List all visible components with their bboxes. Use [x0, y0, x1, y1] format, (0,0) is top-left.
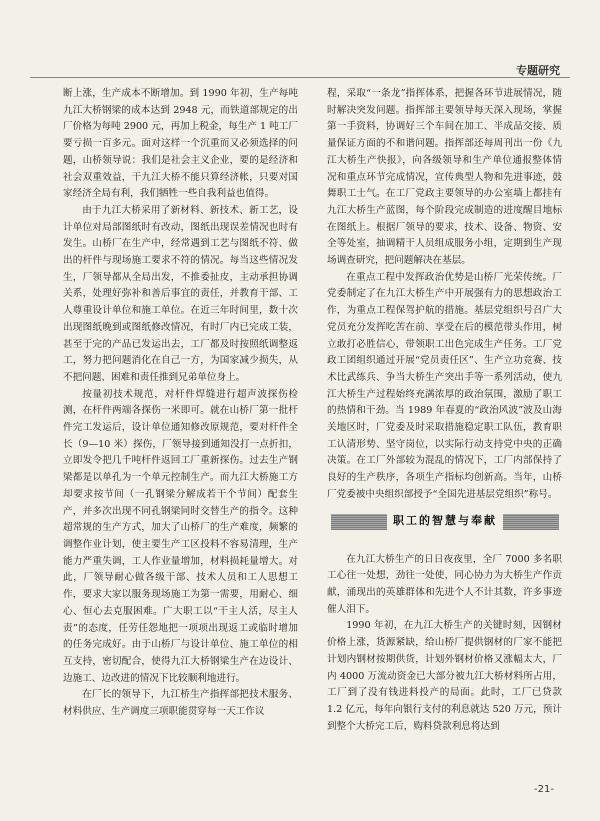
left-column	[63, 86, 298, 721]
page-header	[0, 0, 600, 78]
paragraph: 按量初技术规范，对杆件焊缝进行超声波探伤检测，在杆件两端各探伤一米即可。就在山桥厂第一批杆件完工发运后，设计单位通知修改原规范，要对杆件全长（9—10 米）探伤，厂领导接到通知没打一点折扣，立即发令把几千吨杆件返回工厂重新探伤。过去生产钢梁都是以单孔为一个单元控制生产。而九江大桥施工方却要求按节间（一孔钢梁分解成若干个节间）配套生产，并多次出现不同孔钢梁同时交替生产的指令。这种超常规的生产方式，加大了山桥厂的生产难度，频繁的调整作业计划，使主要生产工区投料不容易清理，生产能力严重失调，工人作业量增加，材料损耗量增大。对此，厂领导耐心做各级干部、技术人员和工人思想工作，要求大家以服务现场施工为第一需要，用耐心、细心、恒心去克服困难。广大职工以“干主人活，尽主人责”的态度，任劳任怨地把一项项出现返工或临时增加的任务完成好。由于山桥厂与设计单位、施工单位的相互支持，密切配合，使得九江大桥钢梁生产在边设计、边施工、边改进的情况下比较顺利地进行。	[63, 388, 298, 684]
section-heading: 职工的智慧与奉献	[387, 513, 503, 530]
header-rule	[30, 77, 570, 78]
paragraph: 由于九江大桥采用了新材料、新技术、新工艺，设计单位对局部图纸时有改动，图纸出现误差情况也时有发生。山桥厂在生产中，经常遇到工艺与图纸不符、做出的杆件与现场施工要求不符的情况。每当这些情况发生，厂领导都从全局出发，不推委扯皮，主动承担协调关系，处理好弥补和善后事宜的责任，并教育干部、工人尊重设计单位和施工单位。在近三年时间里，数十次出现图纸晚到或图纸修改情况，有时厂内已完成工装，甚至于完的产品已发运出去，工厂都及时按照纸调整返工，努力把问题消化在自己一方，为国家减少损失，从不把问题、困难和责任推到兄弟单位身上。	[63, 204, 298, 383]
paragraph: 1990 年初，在九江大桥生产的关键时刻，因钢材价格上涨，货源紧缺，给山桥厂提供钢材的厂家不能把计划内钢材按期供货，计划外钢材价格又涨幅太大，厂内 4000 万流动资金已大部分被九江大桥材料所占用，工厂到了没有钱进料投产的局面。此时，工厂已贷款 1.2 亿元，每年向银行支付的利息就达 520 万元，预计到整个大桥完工后，购料贷款利息将达到	[327, 620, 562, 732]
section-header-title: 专题研究	[516, 64, 560, 77]
paragraph: 断上涨，生产成本不断增加。到 1990 年初，生产每吨九江大桥钢梁的成本达到 2948 元，而铁道部规定的出厂价格为每吨 2900 元，再加上税金，每生产 1 吨工厂要亏损一百多元。面对这样一个沉重而又必须选择的问题，山桥领导说：我们是社会主义企业，要的是经济和社会双重效益，干九江大桥不能只算经济帐，只要对国家经济全局有利，我们牺牲一些自我利益也值得。	[63, 88, 298, 200]
section-banner	[331, 514, 559, 530]
paragraph: 在九江大桥生产的日日夜夜里，全厂 7000 多名职工心往一处想，劲往一处使，同心协力为大桥生产作贡献，涌现出的英雄群体和先进个人不计其数，许多事迹催人泪下。	[327, 553, 562, 615]
paragraph: 在厂长的领导下，九江桥生产指挥部把技术服务、材料供应、生产调度三项职能贯穿每一天工作议	[63, 689, 298, 718]
page-number: -21-	[534, 784, 554, 795]
paragraph: 程，采取“一条龙”指挥体系，把握各环节进展情况，随时解决突发问题。指挥部主要领导每天深入现场，掌握第一手资料，协调好三个车间在加工、半成品交接、质量保证方面的不和谐问题。指挥部还每周刊出一份《九江大桥生产快报》，向各级领导和生产单位通报整体情况和重点环节完成情况，宣传典型人物和先进事迹，鼓舞职工士气。在工厂党政主要领导的办公室墙上都挂有九江大桥生产蓝图，每个阶段完成制造的进度醒目地标在图纸上。根据厂领导的要求，技术、设备、物资、安全等处室，抽调精干人员组成服务小组，定期到生产现场调查研究，把问题解决在基层。	[327, 88, 562, 267]
right-column	[327, 86, 562, 735]
paragraph: 在重点工程中发挥政治优势是山桥厂光荣传统。厂党委制定了在九江大桥生产中开展强有力的思想政治工作，为重点工程保驾护航的措施。基层党组织号召广大党员充分发挥吃苦在前、享受在后的模范带头作用，树立敢打必胜信心，带领职工出色完成生产任务。工厂党政工团组织通过开展“党员责任区”、生产立功竞赛、技术比武练兵、争当大桥生产突出手等一系列活动，使九江大桥生产过程始终充满浓厚的政治氛围，激励了职工的热情和干劲。当 1989 年春夏的“政治风波”波及山海关地区时，厂党委及时采取措施稳定职工队伍，教育职工认清形势、坚守岗位，以实际行动支持党中央的正确决策。在工厂外部较为混乱的情况下，工厂内部保持了良好的生产秩序，各项生产指标均创新高。当年，山桥厂党委被中央组织部授予“全国先进基层党组织”称号。	[327, 271, 562, 500]
